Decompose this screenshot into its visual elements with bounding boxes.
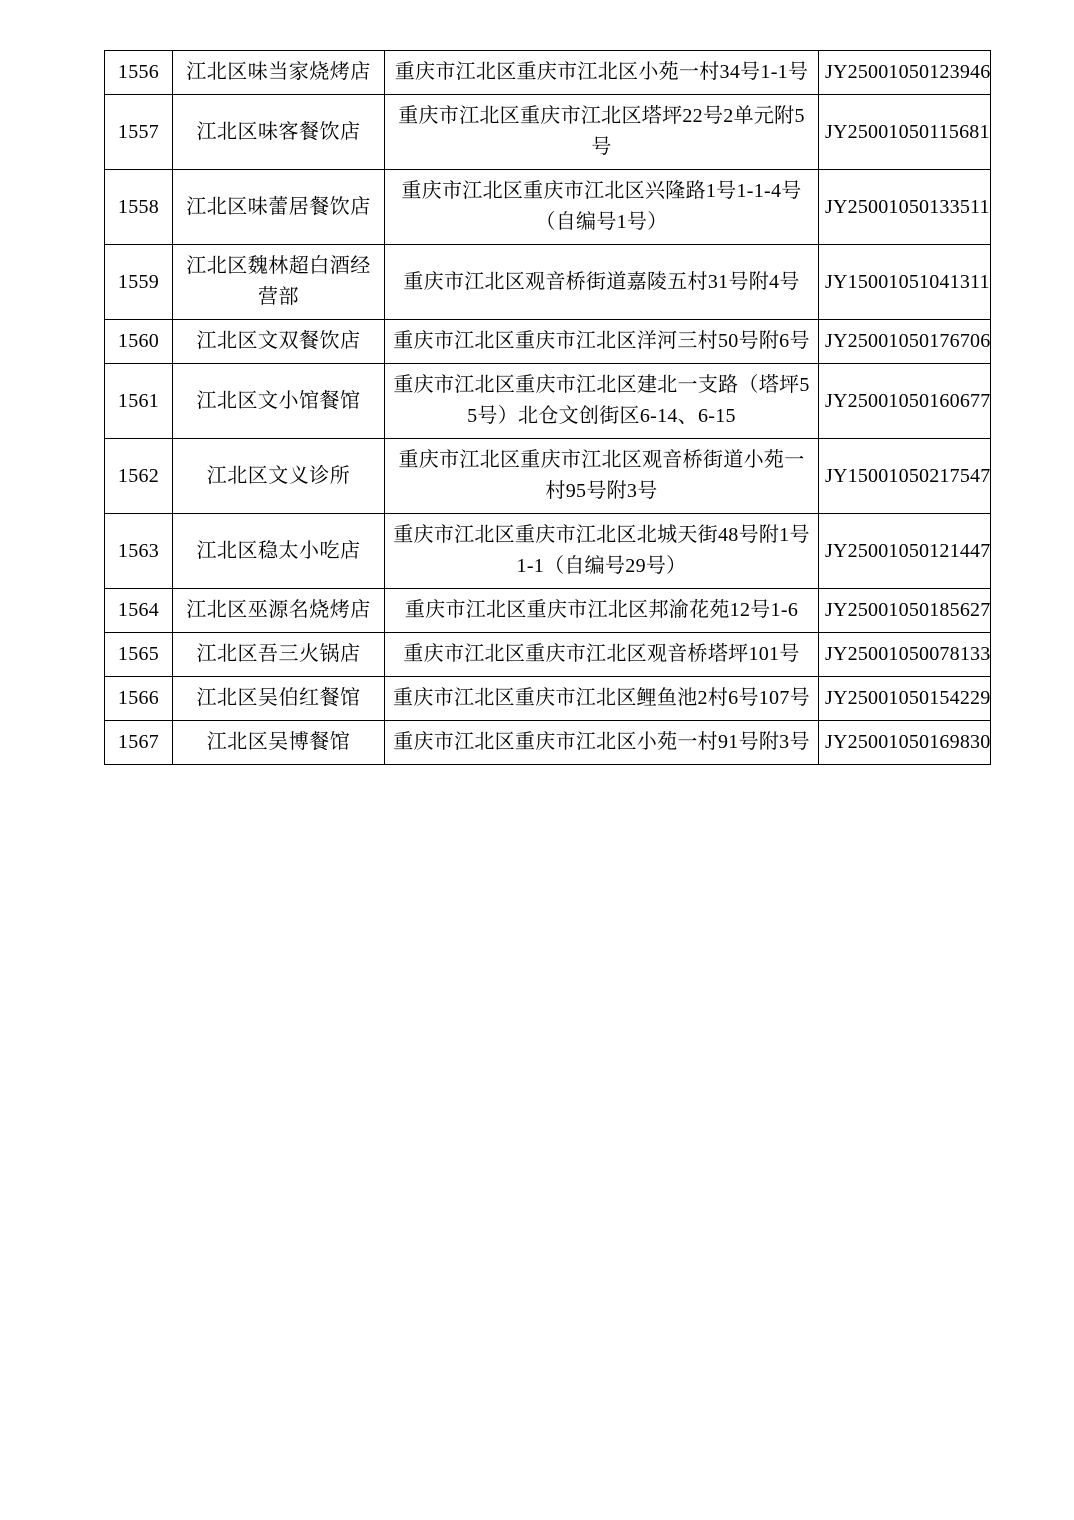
row-name: 江北区吴伯红餐馆 [173, 677, 385, 721]
row-index: 1565 [105, 633, 173, 677]
row-code: JY25001050121447 [819, 514, 991, 589]
row-address: 重庆市江北区重庆市江北区鲤鱼池2村6号107号 [385, 677, 819, 721]
row-name: 江北区文义诊所 [173, 439, 385, 514]
row-address: 重庆市江北区重庆市江北区洋河三村50号附6号 [385, 320, 819, 364]
table-row [105, 514, 991, 589]
table-row [105, 633, 991, 677]
row-name: 江北区味客餐饮店 [173, 95, 385, 170]
row-name: 江北区文双餐饮店 [173, 320, 385, 364]
row-name: 江北区魏林超白酒经营部 [173, 245, 385, 320]
row-name: 江北区巫源名烧烤店 [173, 589, 385, 633]
row-address: 重庆市江北区重庆市江北区邦渝花苑12号1-6 [385, 589, 819, 633]
row-address: 重庆市江北区重庆市江北区北城天街48号附1号1-1（自编号29号） [385, 514, 819, 589]
row-code: JY25001050169830 [819, 721, 991, 765]
row-code: JY25001050160677 [819, 364, 991, 439]
table-row [105, 364, 991, 439]
row-code: JY15001050217547 [819, 439, 991, 514]
table-row [105, 589, 991, 633]
row-code: JY25001050154229 [819, 677, 991, 721]
table-row [105, 245, 991, 320]
row-name: 江北区文小馆餐馆 [173, 364, 385, 439]
table-row [105, 95, 991, 170]
row-index: 1564 [105, 589, 173, 633]
row-code: JY15001051041311 [819, 245, 991, 320]
row-name: 江北区味当家烧烤店 [173, 51, 385, 95]
table-row [105, 439, 991, 514]
table-row [105, 677, 991, 721]
row-code: JY25001050133511 [819, 170, 991, 245]
row-address: 重庆市江北区重庆市江北区小苑一村34号1-1号 [385, 51, 819, 95]
row-index: 1557 [105, 95, 173, 170]
row-address: 重庆市江北区观音桥街道嘉陵五村31号附4号 [385, 245, 819, 320]
row-code: JY25001050115681 [819, 95, 991, 170]
table-row [105, 320, 991, 364]
row-name: 江北区吴博餐馆 [173, 721, 385, 765]
row-code: JY25001050185627 [819, 589, 991, 633]
row-index: 1556 [105, 51, 173, 95]
row-index: 1567 [105, 721, 173, 765]
row-address: 重庆市江北区重庆市江北区观音桥街道小苑一村95号附3号 [385, 439, 819, 514]
row-index: 1561 [105, 364, 173, 439]
row-address: 重庆市江北区重庆市江北区建北一支路（塔坪55号）北仓文创街区6-14、6-15 [385, 364, 819, 439]
row-code: JY25001050176706 [819, 320, 991, 364]
row-address: 重庆市江北区重庆市江北区塔坪22号2单元附5号 [385, 95, 819, 170]
row-address: 重庆市江北区重庆市江北区小苑一村91号附3号 [385, 721, 819, 765]
row-address: 重庆市江北区重庆市江北区兴隆路1号1-1-4号（自编号1号） [385, 170, 819, 245]
table-row [105, 721, 991, 765]
row-index: 1558 [105, 170, 173, 245]
row-index: 1566 [105, 677, 173, 721]
row-name: 江北区味蕾居餐饮店 [173, 170, 385, 245]
row-index: 1560 [105, 320, 173, 364]
row-index: 1563 [105, 514, 173, 589]
row-index: 1559 [105, 245, 173, 320]
row-address: 重庆市江北区重庆市江北区观音桥塔坪101号 [385, 633, 819, 677]
row-code: JY25001050123946 [819, 51, 991, 95]
table-row [105, 51, 991, 95]
row-name: 江北区稳太小吃店 [173, 514, 385, 589]
row-name: 江北区吾三火锅店 [173, 633, 385, 677]
table-body [105, 51, 991, 765]
license-table [104, 50, 991, 765]
row-code: JY25001050078133 [819, 633, 991, 677]
table-row [105, 170, 991, 245]
row-index: 1562 [105, 439, 173, 514]
